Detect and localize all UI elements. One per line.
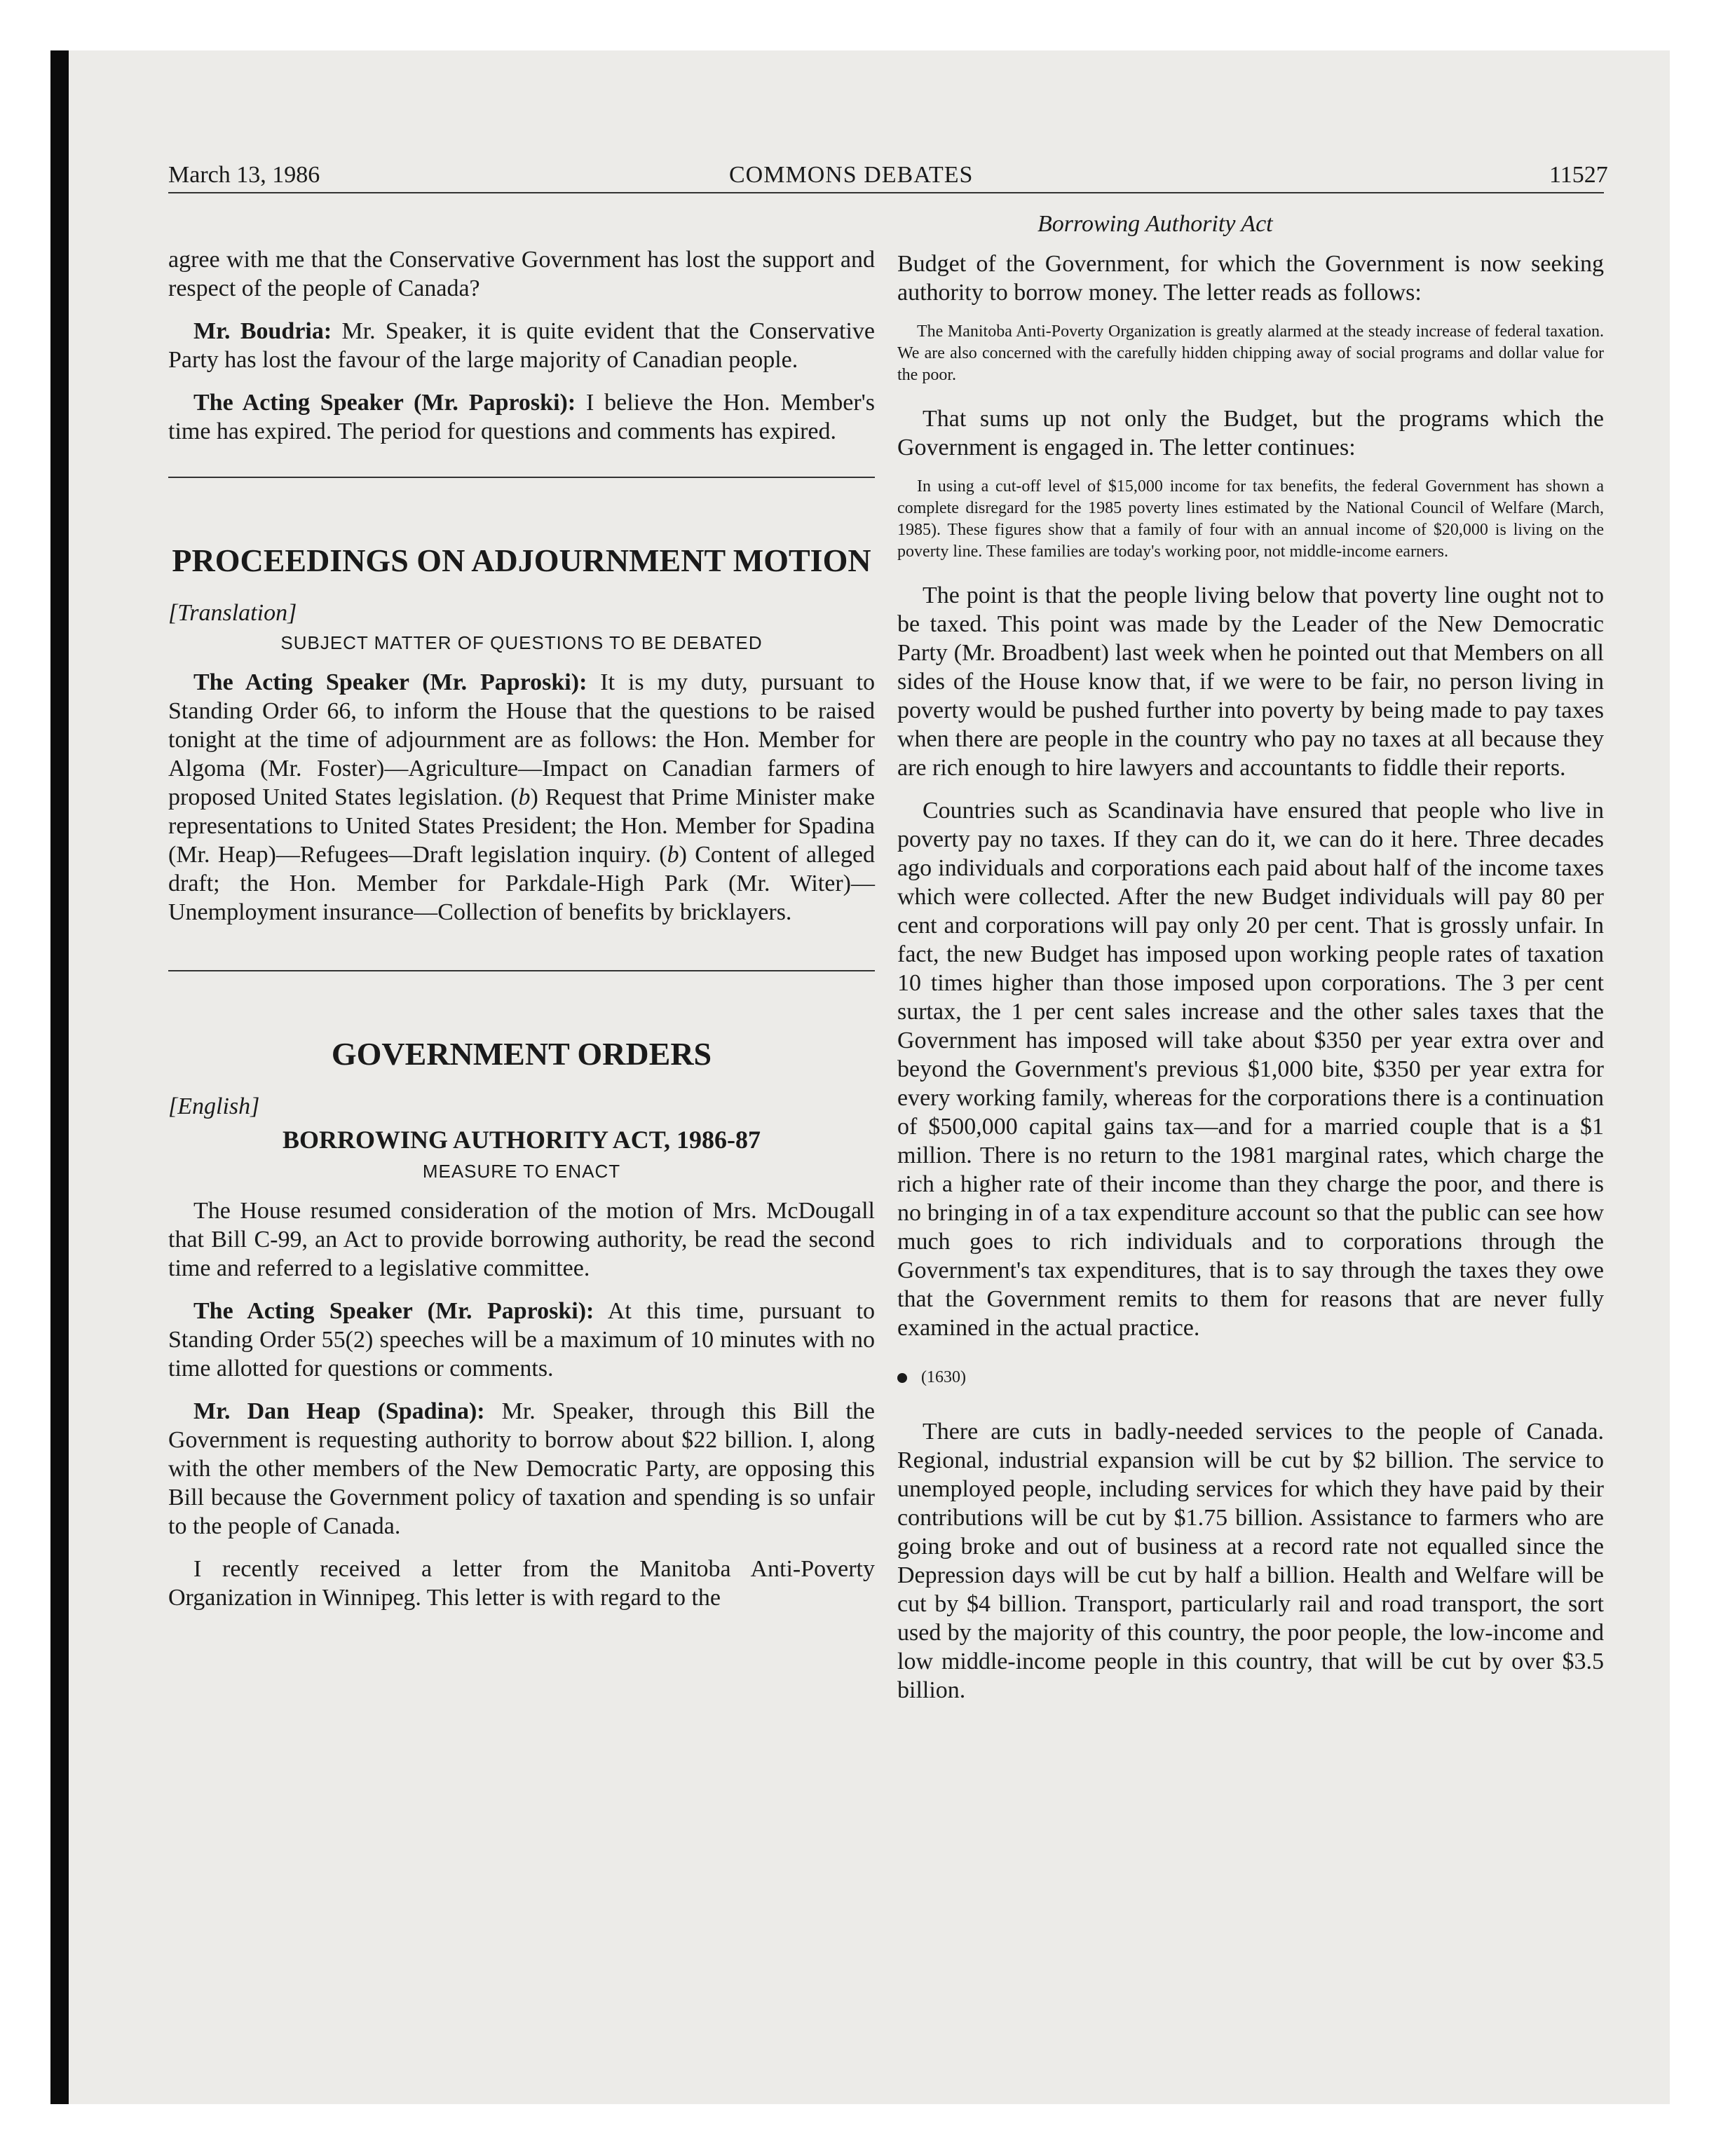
paragraph: Budget of the Government, for which the Government is now seeking authority to borrow money. The letter reads as follows: bbox=[897, 251, 1604, 306]
header-date: March 13, 1986 bbox=[168, 162, 320, 188]
speaker-name: The Acting Speaker (Mr. Paproski): bbox=[193, 390, 576, 416]
speech-text: Mr. Speaker, through this Bill the Government is requesting authority to borrow about $22 billion. I, along with the other members of the New Democratic Party, are opposing this Bill because the Government policy of taxation and spending is so unfair to the people of Canada. bbox=[168, 1398, 875, 1539]
list-marker: b bbox=[667, 842, 679, 868]
speech-text: ) Content of alleged draft; the Hon. Member for Parkdale-High Park (Mr. Witer)—Unemployment insurance—Collection of benefits by bricklayers. bbox=[168, 842, 875, 925]
header-publication: COMMONS DEBATES bbox=[729, 162, 974, 188]
paragraph: There are cuts in badly-needed services to the people of Canada. Regional, industrial expansion will be cut by $2 billion. The service to unemployed people, including services for which they have paid by their contributions will be cut by $1.75 billion. Assistance to farmers who are going broke and out of business at a record rate not equalled since the Depression days will be cut by half a billion. Health and Welfare will be cut by $4 billion. Transport, particularly rail and road transport, the sort used by the majority of this country, the poor people, the low-income and low middle-income people in this country, that will be cut by over $3.5 billion. bbox=[897, 1419, 1604, 1703]
timestamp bbox=[897, 1363, 1604, 1392]
paragraph: I recently received a letter from the Manitoba Anti-Poverty Organization in Winnipeg. This letter is with regard to the bbox=[168, 1556, 875, 1611]
paragraph bbox=[168, 1397, 875, 1541]
right-column bbox=[897, 250, 1604, 1719]
speech-text: ) Request that Prime Minister make representations to United States President; the Hon. Member for Spadina (Mr. Heap)—Refugees—Draft legislation inquiry. ( bbox=[168, 784, 875, 868]
speech-text: It is my duty, pursuant to Standing Order 66, to inform the House that the questions to be raised tonight at the time of adjournment are as follows: the Hon. Member for Algoma (Mr. Foster)—Agriculture—Impact on Canadian farmers of proposed United States legislation. ( bbox=[168, 669, 876, 810]
header-rule bbox=[168, 192, 1604, 193]
speaker-name: Mr. Boudria: bbox=[193, 318, 332, 344]
bill-title: BORROWING AUTHORITY ACT, 1986-87 bbox=[282, 1126, 761, 1154]
section-title: PROCEEDINGS ON ADJOURNMENT MOTION bbox=[172, 543, 871, 578]
speech-text: I believe the Hon. Member's time has expired. The period for questions and comments has expired. bbox=[168, 390, 875, 444]
left-column bbox=[168, 245, 875, 1626]
binding-edge bbox=[50, 50, 69, 2104]
section-divider bbox=[168, 970, 875, 971]
paragraph: The House resumed consideration of the motion of Mrs. McDougall that Bill C-99, an Act to provide borrowing authority, be read the second time and referred to a legislative committee. bbox=[168, 1198, 875, 1281]
paragraph bbox=[168, 317, 875, 374]
header-page-number: 11527 bbox=[1549, 162, 1608, 188]
speaker-name: Mr. Dan Heap (Spadina): bbox=[193, 1398, 485, 1424]
section-title: GOVERNMENT ORDERS bbox=[331, 1036, 712, 1072]
paragraph: That sums up not only the Budget, but the programs which the Government is engaged in. The letter continues: bbox=[897, 406, 1604, 460]
paragraph bbox=[168, 1297, 875, 1383]
section-subheading: SUBJECT MATTER OF QUESTIONS TO BE DEBATED bbox=[280, 632, 763, 653]
paragraph bbox=[168, 388, 875, 446]
speaker-name: The Acting Speaker (Mr. Paproski): bbox=[193, 669, 587, 695]
language-tag: [English] bbox=[168, 1093, 260, 1119]
section-divider bbox=[168, 477, 875, 478]
paragraph: agree with me that the Conservative Government has lost the support and respect of the people of Canada? bbox=[168, 247, 875, 301]
bullet-icon bbox=[897, 1373, 907, 1383]
speech-text: Mr. Speaker, it is quite evident that the Conservative Party has lost the favour of the large majority of Canadian people. bbox=[168, 318, 875, 373]
quoted-letter: The Manitoba Anti-Poverty Organization is greatly alarmed at the steady increase of federal taxation. We are also concerned with the carefully hidden chipping away of social programs and dollar value for the poor. bbox=[897, 322, 1604, 384]
quoted-letter: In using a cut-off level of $15,000 income for tax benefits, the federal Government has shown a complete disregard for the 1985 poverty lines estimated by the National Council of Welfare (March, 1985). These figures show that a family of four with an annual income of $20,000 is living on the poverty line. These families are today's working poor, not middle-income earners. bbox=[897, 477, 1604, 561]
paragraph bbox=[168, 668, 875, 927]
header-subheading: Borrowing Authority Act bbox=[1037, 211, 1273, 237]
timestamp-text: (1630) bbox=[921, 1368, 966, 1386]
bill-subheading: MEASURE TO ENACT bbox=[422, 1161, 621, 1182]
translation-tag: [Translation] bbox=[168, 600, 297, 626]
paragraph: Countries such as Scandinavia have ensured that people who live in poverty pay no taxes. If they can do it, we can do it here. Three decades ago individuals and corporations each paid about half of the income taxes which were collected. After the new Budget individuals will pay 80 per cent and corporations will pay only 20 per cent. That is grossly unfair. In fact, the new Budget has imposed upon working people rates of taxation 10 times higher than those imposed upon corporations. The 3 per cent surtax, the 1 per cent sales increase and the other sales taxes that the Government has imposed will take about $350 per year extra over and beyond the Government's previous $1,000 bite, $350 per year extra for every working family, whereas for the corporations there is a continuation of $500,000 capital gains tax—and for a married couple that is a $1 million. There is no return to the 1981 marginal rates, which charge the rich a higher rate of their income than they charge the poor, and there is no bringing in of a tax expenditure account so that the public can see how much goes to rich individuals and to corporations through the Government's tax expenditures, that is to say through the taxes they owe that the Government remits to them for reasons that are never fully examined in the actual practice. bbox=[897, 798, 1604, 1341]
speaker-name: The Acting Speaker (Mr. Paproski): bbox=[193, 1298, 594, 1324]
paragraph: The point is that the people living below that poverty line ought not to be taxed. This point was made by the Leader of the New Democratic Party (Mr. Broadbent) last week when he pointed out that Members on all sides of the House know that, if we were to be fair, no person living in poverty would be pushed further into poverty by being made to pay taxes when there are people in the country who pay no taxes at all because they are rich enough to hire lawyers and accountants to fiddle their reports. bbox=[897, 582, 1604, 781]
list-marker: b bbox=[518, 784, 531, 810]
speech-text: At this time, pursuant to Standing Order 55(2) speeches will be a maximum of 10 minutes with no time allotted for questions or comments. bbox=[168, 1298, 876, 1381]
